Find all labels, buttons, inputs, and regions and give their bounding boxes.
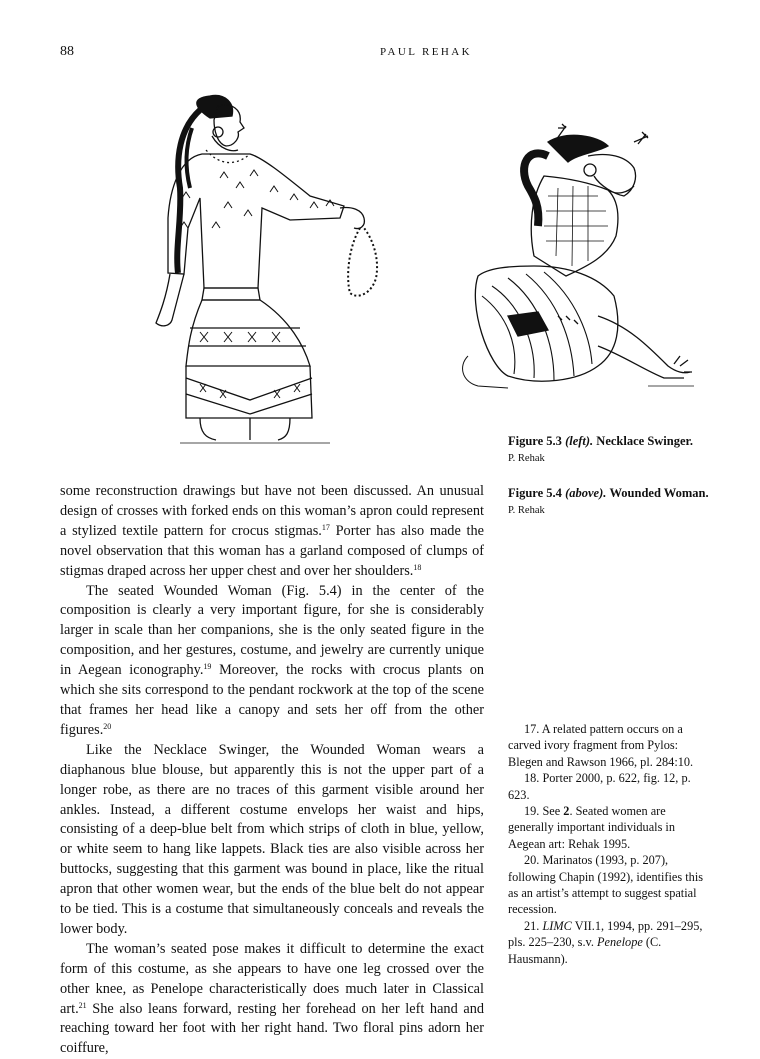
figure-5-4-caption xyxy=(508,485,718,519)
figure-credit: P. Rehak xyxy=(508,453,545,464)
figure-title: Wounded Woman. xyxy=(609,486,709,500)
footnotes xyxy=(508,721,708,967)
footnote: 20. Marinatos (1993, p. 207), following Chapin (1992), identifies this as an artist’s attempt to suggest spatial recession. xyxy=(508,853,704,917)
footnote-ref[interactable]: 19 xyxy=(203,662,212,672)
running-head: PAUL REHAK xyxy=(380,46,472,58)
figure-title: Necklace Swinger. xyxy=(596,434,694,448)
paragraph: some reconstruction drawings but have not been discussed. An unusual design of crosses with forked ends on this woman’s apron could represent a stylized textile pattern for crocus stigmas.$^{17}$ Porter has also made the novel observation that this woman has a garland composed of clumps of stigmas draped across her upper chest and over her shoulders.$^{18}$ xyxy=(60,483,484,579)
figure-label: Figure 5.4 xyxy=(508,486,562,500)
footnote-ref[interactable]: 20 xyxy=(103,721,112,731)
footnote: 17. A related pattern occurs on a carved ivory fragment from Pylos: Blegen and Rawson 1966, pl. 284:10. xyxy=(508,722,694,769)
footnote-ref[interactable]: 18 xyxy=(413,562,422,572)
footnote: 21. LIMC VII.1, 1994, pp. 291–295, pls. 225–230, s.v. Penelope (C. Hausmann). xyxy=(508,918,703,966)
figure-credit: P. Rehak xyxy=(508,505,545,516)
footnote: 19. See 2. Seated women are generally important individuals in Aegean art: Rehak 1995. xyxy=(508,804,675,851)
paragraph: The seated Wounded Woman (Fig. 5.4) in the center of the composition is clearly a very important figure, for she is considerably larger in scale than her companions, she is the only seated figure in the composition, and her gestures, costume, and jewelry are currently unique in Aegean iconography.$^{19}$ Moreover, the rocks with crocus plants on which she sits correspond to the pendant rockwork at the top of the scene that frames her head like a canopy and sets her off from the other figures.$^{20}$ xyxy=(60,582,484,738)
figure-label: Figure 5.3 xyxy=(508,434,562,448)
figure-5-3-caption xyxy=(508,433,728,467)
footnote: 18. Porter 2000, p. 622, fig. 12, p. 623. xyxy=(508,771,691,802)
footnote-ref[interactable]: 17 xyxy=(321,522,330,532)
page-number: 88 xyxy=(60,44,74,59)
figure-position: (left). xyxy=(565,434,594,448)
paragraph: Like the Necklace Swinger, the Wounded Woman wears a diaphanous blue blouse, but apparently this is not the upper part of a longer robe, as there are no traces of this garment visible around her ankles. Instead, a different costume envelops her waist and hips, consisting of a deep-blue belt from which strips of cloth in blue, yellow, or white seem to hang like lappets. Black ties are also visible across her buttocks, suggesting that this garment was bound in place, like the ritual apron that other women wear, but the ends of the blue belt do not appear to be tied. This is a costume that simultaneously conceals and reveals the lower body. xyxy=(60,741,484,937)
wounded-woman-illustration xyxy=(448,116,698,401)
necklace-swinger-illustration xyxy=(140,88,400,448)
paragraph: The woman’s seated pose makes it difficult to determine the exact form of this costume, as she appears to have one leg crossed over the other knee, as Penelope characteristically does much later in Classical art.$^{21}$ She also leans forward, resting her forehead on her left hand and reaching toward her foot with her right hand. Two floral pins adorn her coiffure, xyxy=(60,940,484,1057)
body-text xyxy=(60,482,484,1059)
footnote-ref[interactable]: 21 xyxy=(78,1000,87,1010)
figure-position: (above). xyxy=(565,486,607,500)
